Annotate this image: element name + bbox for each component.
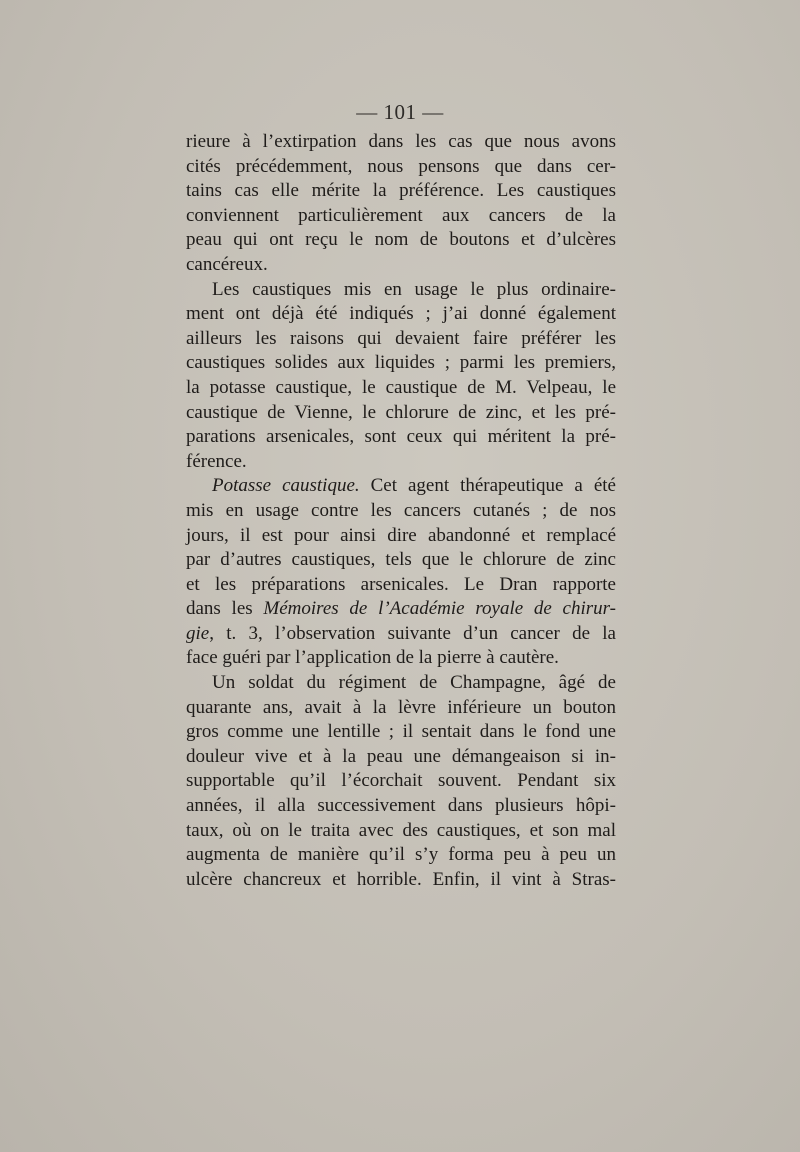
text-segment: caustique de Vienne, le chlorure de zinc, et les pré- — [186, 401, 616, 423]
italic-text: Mémoires de l’Académie royale de chirur- — [263, 598, 617, 620]
text-segment: conviennent particulièrement aux cancers de la — [186, 204, 616, 226]
text-line — [186, 253, 616, 278]
text-line — [186, 474, 616, 499]
text-segment: ment ont déjà été indiqués ; j’ai donné également — [186, 303, 616, 325]
body-text — [186, 130, 616, 892]
text-line — [186, 720, 616, 745]
text-segment: dans les — [186, 598, 264, 620]
text-line — [186, 425, 616, 450]
text-line — [186, 548, 616, 573]
text-line — [186, 868, 616, 893]
text-line — [186, 302, 616, 327]
text-segment: années, il alla successivement dans plusieurs hôpi- — [186, 795, 616, 817]
text-segment: supportable qu’il l’écorchait souvent. Pendant six — [186, 770, 616, 792]
text-segment: et les préparations arsenicales. Le Dran rapporte — [186, 573, 616, 595]
text-segment: tains cas elle mérite la préférence. Les caustiques — [186, 180, 616, 202]
text-line — [186, 843, 616, 868]
text-line — [186, 179, 616, 204]
text-segment: ulcère chancreux et horrible. Enfin, il vint à Stras- — [186, 868, 616, 890]
text-line — [186, 327, 616, 352]
text-segment: caustiques solides aux liquides ; parmi les premiers, — [186, 352, 616, 374]
text-segment: gros comme une lentille ; il sentait dans le fond une — [186, 721, 616, 743]
text-segment: augmenta de manière qu’il s’y forma peu à peu un — [186, 844, 616, 866]
text-line — [186, 597, 616, 622]
italic-text: gie — [186, 622, 210, 644]
text-segment: Un soldat du régiment de Champagne, âgé de — [212, 672, 616, 694]
text-segment: peau qui ont reçu le nom de boutons et d’ulcères — [186, 229, 616, 251]
text-segment: Cet agent thérapeutique a été — [359, 475, 616, 497]
text-segment: cancéreux. — [186, 253, 268, 275]
text-segment: parations arsenicales, sont ceux qui méritent la pré- — [186, 426, 616, 448]
text-line — [186, 819, 616, 844]
text-line — [186, 573, 616, 598]
italic-text: Potasse caustique. — [212, 475, 360, 497]
text-segment: taux, où on le traita avec des caustiques, et son mal — [186, 819, 616, 841]
text-line — [186, 204, 616, 229]
text-segment: Les caustiques mis en usage le plus ordinaire- — [212, 278, 616, 300]
text-segment: la potasse caustique, le caustique de M. Velpeau, le — [186, 376, 616, 398]
text-line — [186, 499, 616, 524]
text-segment: par d’autres caustiques, tels que le chlorure de zinc — [186, 549, 616, 571]
text-line — [186, 130, 616, 155]
text-segment: face guéri par l’application de la pierre à cautère. — [186, 647, 559, 669]
text-line — [186, 646, 616, 671]
text-segment: ailleurs les raisons qui devaient faire préférer les — [186, 327, 616, 349]
text-line — [186, 278, 616, 303]
text-line — [186, 450, 616, 475]
text-line — [186, 696, 616, 721]
page-number: — 101 — — [356, 100, 444, 124]
text-segment: quarante ans, avait à la lèvre inférieure un bouton — [186, 696, 616, 718]
text-segment: , t. 3, l’observation suivante d’un cancer de la — [209, 622, 616, 644]
text-segment: douleur vive et à la peau une démangeaison si in- — [186, 745, 616, 767]
text-segment: cités précédemment, nous pensons que dans cer- — [186, 155, 616, 177]
text-line — [186, 671, 616, 696]
text-line — [186, 228, 616, 253]
text-segment: férence. — [186, 450, 247, 472]
text-line — [186, 376, 616, 401]
text-line — [186, 622, 616, 647]
text-line — [186, 401, 616, 426]
text-line — [186, 794, 616, 819]
text-line — [186, 769, 616, 794]
text-segment: mis en usage contre les cancers cutanés ; de nos — [186, 499, 616, 521]
text-line — [186, 155, 616, 180]
text-line — [186, 351, 616, 376]
text-line — [186, 524, 616, 549]
text-segment: rieure à l’extirpation dans les cas que nous avons — [186, 131, 616, 152]
text-segment: jours, il est pour ainsi dire abandonné et remplacé — [186, 524, 616, 546]
text-line — [186, 745, 616, 770]
